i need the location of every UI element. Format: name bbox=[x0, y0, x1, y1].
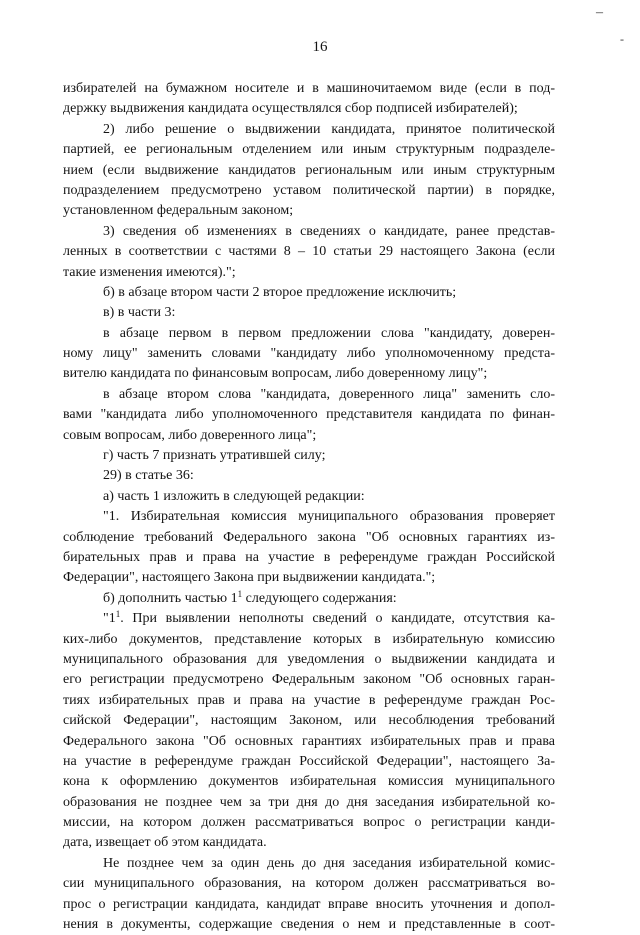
text-line: тиях избирательных прав и права на участие в референдуме граждан Рос- bbox=[63, 692, 555, 708]
superscript: 1 bbox=[237, 588, 243, 599]
text-line: соблюдение требований Федерального закона "Об основных гарантиях из- bbox=[63, 529, 555, 545]
text-line: образования не позднее чем за три дня до дня заседания избирательной ко- bbox=[63, 794, 555, 810]
text-fragment: "1 bbox=[103, 611, 116, 627]
text-line: "1. Избирательная комиссия муниципального образования проверяет bbox=[103, 509, 555, 525]
text-line: муниципального образования для уведомления о выдвижении кандидата и bbox=[63, 651, 555, 667]
text-line: ленных в соответствии с частями 8 – 10 статьи 29 настоящего Закона (если bbox=[63, 244, 555, 260]
text-line: миссии, на котором должен рассматриваться вопрос о регистрации канди- bbox=[63, 815, 555, 831]
text-line: б) в абзаце втором части 2 второе предложение исключить; bbox=[103, 284, 457, 300]
text-line: дата, извещает об этом кандидата. bbox=[63, 835, 267, 851]
text-line: 3) сведения об изменениях в сведениях о кандидате, ранее представ- bbox=[103, 223, 555, 239]
text-line: вителю кандидата по финансовым вопросам, либо доверенному лицу"; bbox=[63, 366, 488, 382]
superscript: 1 bbox=[115, 609, 121, 620]
corner-mark: – bbox=[596, 5, 603, 20]
text-line: прос о регистрации кандидата, кандидат вправе вносить уточнения и допол- bbox=[63, 896, 555, 912]
text-line: 29) в статье 36: bbox=[103, 468, 194, 484]
text-line bbox=[63, 589, 555, 609]
text-line: партией, ее региональным отделением или иным структурным подразделе- bbox=[63, 142, 555, 158]
text-fragment: следующего содержания: bbox=[242, 590, 397, 606]
text-line: на участие в референдуме граждан Российской Федерации", настоящего За- bbox=[63, 753, 555, 769]
text-line: кона к оформлению документов избирательная комиссия муниципального bbox=[63, 774, 555, 790]
text-line: избирателей на бумажном носителе и в машиночитаемом виде (если в под- bbox=[63, 81, 555, 96]
text-line: ному лицу" заменить словами "кандидату либо уполномоченному предста- bbox=[63, 346, 555, 362]
text-line: 2) либо решение о выдвижении кандидата, принятое политической bbox=[103, 121, 555, 137]
text-line: такие изменения имеются)."; bbox=[63, 264, 236, 280]
text-line: сийской Федерации", настоящим Законом, или несоблюдения требований bbox=[63, 713, 555, 729]
text-line: в абзаце втором слова "кандидата, доверенного лица" заменить сло- bbox=[103, 386, 555, 402]
text-fragment: . При выявлении неполноты сведений о кандидате, отсутствия ка- bbox=[120, 611, 555, 627]
text-line: установленном федеральным законом; bbox=[63, 203, 294, 219]
text-line: в абзаце первом в первом предложении слова "кандидату, доверен- bbox=[103, 325, 555, 341]
text-line: нием (если выдвижение кандидатов региональным или иным структурным bbox=[63, 162, 555, 178]
text-line: Не позднее чем за один день до дня заседания избирательной комис- bbox=[103, 855, 555, 871]
text-line: его регистрации предусмотрено Федеральным законом "Об основных гаран- bbox=[63, 672, 555, 688]
text-line: подразделением предусмотрено уставом политической партии) в порядке, bbox=[63, 182, 555, 198]
text-line bbox=[63, 609, 555, 629]
text-line: Федерального закона "Об основных гарантиях избирательных прав и права bbox=[63, 733, 555, 749]
text-line: сии муниципального образования, на котором должен рассматриваться во- bbox=[63, 876, 555, 892]
text-line: Федерации", настоящего Закона при выдвижении кандидата."; bbox=[63, 570, 436, 586]
text-fragment: б) дополнить частью 1 bbox=[103, 590, 238, 606]
text-line: нения в документы, содержащие сведения о нем и представленные в соот- bbox=[63, 917, 555, 933]
text-line: вами "кандидата либо уполномоченного представителя кандидата по финан- bbox=[63, 407, 555, 423]
text-line: ких-либо документов, представление которых в избирательную комиссию bbox=[63, 631, 555, 647]
corner-mark: ‑ bbox=[620, 32, 624, 46]
document-body bbox=[63, 79, 555, 935]
text-line: бирательных прав и права на участие в референдуме граждан Российской bbox=[63, 549, 555, 565]
text-line: держку выдвижения кандидата осуществлялся сбор подписей избирателей); bbox=[63, 101, 518, 117]
text-line: совым вопросам, либо доверенного лица"; bbox=[63, 427, 317, 443]
page-number: 16 bbox=[312, 39, 328, 55]
text-line: а) часть 1 изложить в следующей редакции: bbox=[103, 488, 365, 504]
text-line: в) в части 3: bbox=[103, 305, 176, 321]
text-line: г) часть 7 признать утратившей силу; bbox=[103, 448, 326, 464]
